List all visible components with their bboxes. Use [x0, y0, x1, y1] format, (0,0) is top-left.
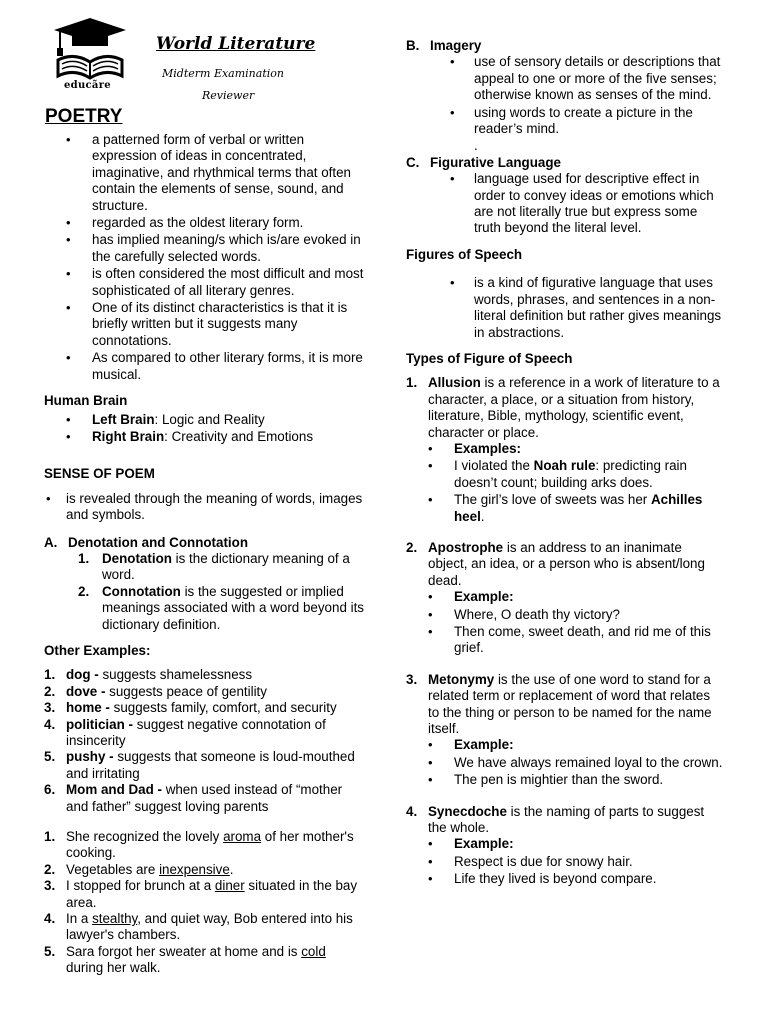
section-letter: A.	[44, 534, 58, 550]
stray-dot: .	[474, 138, 478, 154]
list-item: • One of its distinct characteristics is that it is briefly written but it suggests many connotations.	[44, 300, 366, 349]
list-item: • Then come, sweet death, and rid me of this grief.	[406, 624, 724, 657]
list-item	[44, 878, 366, 911]
term: dog -	[66, 667, 99, 683]
sentence-text: during her walk.	[66, 960, 161, 976]
definition: is the suggested or implied meanings associated with a word beyond its dictionary definition.	[102, 583, 365, 632]
item-number: 3.	[406, 671, 418, 687]
list-item	[44, 700, 366, 716]
list-item	[44, 862, 366, 878]
list-item	[44, 684, 366, 700]
example-text: The girl’s love of sweets was her	[454, 492, 651, 508]
item-number: 6.	[44, 782, 56, 798]
item-number: 2.	[44, 861, 56, 877]
section-letter: B.	[406, 38, 420, 53]
right-brain-text: : Creativity and Emotions	[164, 428, 314, 444]
sentence-text: .	[229, 861, 234, 877]
definition: is an address to an inanimate object, an idea, or a person who is absent/long dead.	[428, 539, 705, 588]
list-item: • a patterned form of verbal or written expression of ideas in concentrated, imaginative, and rhythmical terms that often contain the elements of sense, sound, and structure.	[44, 132, 366, 214]
list-item	[44, 412, 366, 428]
list-item	[406, 441, 724, 457]
list-item	[406, 492, 724, 525]
section-title: Figurative Language	[430, 154, 561, 170]
imagery-heading	[406, 38, 724, 54]
section-title: Imagery	[430, 38, 482, 53]
allusion-examples	[406, 441, 724, 525]
term: Synecdoche	[428, 803, 507, 819]
example-bold: Noah rule	[533, 458, 596, 474]
list-item: • using words to create a picture in the reader’s mind.	[406, 105, 724, 138]
list-item: • regarded as the oldest literary form.	[44, 215, 366, 231]
synecdoche-examples	[406, 836, 724, 887]
left-column	[44, 0, 366, 977]
list-item	[44, 429, 366, 445]
definition: suggests family, comfort, and security	[109, 700, 337, 716]
types-list	[406, 375, 724, 525]
list-item	[44, 749, 366, 782]
list-item	[406, 737, 724, 753]
item-number: 3.	[44, 878, 56, 894]
denotation-list	[44, 551, 366, 633]
poetry-heading: POETRY	[45, 106, 123, 127]
header	[44, 0, 366, 106]
item-number: 4.	[44, 911, 56, 927]
sentence-text: She recognized the lovely	[66, 829, 224, 845]
right-column	[406, 38, 724, 889]
example-text: I violated the	[454, 458, 534, 474]
sentence-text: I stopped for brunch at a	[66, 878, 215, 894]
examples-label: Examples:	[454, 440, 521, 456]
left-brain-label: Left Brain	[92, 411, 155, 427]
sentence-text: situated in the bay area.	[66, 878, 358, 910]
item-number: 1.	[78, 550, 90, 566]
underlined-word: stealthy	[92, 911, 138, 927]
sentence-text: of her mother's cooking.	[66, 829, 354, 861]
item-number: 1.	[406, 375, 418, 391]
document-subtitle-reviewer: Reviewer	[202, 89, 255, 102]
imagery-bullets	[406, 54, 724, 137]
figures-bullets	[406, 275, 724, 341]
list-item: • is a kind of figurative language that uses words, phrases, and sentences in a non-literal definition but rather gives meanings in abstractions.	[406, 275, 724, 341]
right-brain-label: Right Brain	[92, 428, 165, 444]
underlined-word: cold	[301, 943, 326, 959]
types-list-metonymy	[406, 672, 724, 789]
term: Metonymy	[428, 671, 495, 687]
list-item	[44, 829, 366, 862]
apostrophe-examples	[406, 589, 724, 657]
list-item-allusion	[406, 375, 724, 525]
list-item-metonymy	[406, 672, 724, 789]
sentence-text: In a	[66, 911, 93, 927]
definition: is the dictionary meaning of a word.	[102, 550, 350, 583]
list-item: • Life they lived is beyond compare.	[406, 871, 724, 887]
poetry-bullets	[44, 132, 366, 383]
sentence-text: Sara forgot her sweater at home and is	[66, 943, 302, 959]
example-label: Example:	[454, 836, 514, 852]
types-list-synecdoche	[406, 804, 724, 888]
list-item	[44, 667, 366, 683]
underlined-word: inexpensive	[159, 861, 230, 877]
list-item: • is revealed through the meaning of words, images and symbols.	[44, 491, 366, 524]
other-examples-list	[44, 667, 366, 815]
left-brain-text: : Logic and Reality	[154, 411, 265, 427]
figurative-heading	[406, 155, 724, 171]
section-letter: C.	[406, 154, 420, 170]
list-item: • language used for descriptive effect in order to convey ideas or emotions which are not literally true but express some truth beyond the literal level.	[406, 171, 724, 237]
figurative-bullets	[406, 171, 724, 237]
denotation-connotation-heading	[44, 535, 366, 551]
item-number: 5.	[44, 749, 56, 765]
list-item: • Where, O death thy victory?	[406, 607, 724, 623]
sentence-text: Vegetables are	[66, 861, 160, 877]
section-title: Denotation and Connotation	[68, 534, 249, 550]
example-bold: Achilles heel	[454, 492, 703, 524]
list-item: • Respect is due for snowy hair.	[406, 854, 724, 870]
list-item: • The pen is mightier than the sword.	[406, 772, 724, 788]
term: Mom and Dad -	[66, 782, 162, 798]
example-label: Example:	[454, 737, 514, 753]
list-item	[406, 836, 724, 852]
list-item: • has implied meaning/s which is/are evoked in the carefully selected words.	[44, 232, 366, 265]
list-item: • is often considered the most difficult and most sophisticated of all literary genres.	[44, 266, 366, 299]
brain-list	[44, 412, 366, 446]
definition: suggests shamelessness	[98, 667, 253, 683]
list-item: • As compared to other literary forms, it is more musical.	[44, 350, 366, 383]
list-item	[44, 782, 366, 815]
term: home -	[66, 700, 110, 716]
item-number: 5.	[44, 943, 56, 959]
types-heading: Types of Figure of Speech	[406, 350, 573, 366]
sentence-examples-list	[44, 829, 366, 977]
figures-of-speech-heading: Figures of Speech	[406, 246, 523, 262]
item-number: 2.	[44, 683, 56, 699]
definition: suggests peace of gentility	[105, 683, 267, 699]
term: pushy -	[66, 749, 114, 765]
list-item	[406, 458, 724, 491]
definition: suggest negative connotation of insincerity	[66, 716, 326, 748]
definition: is the naming of parts to suggest the whole.	[428, 803, 705, 836]
document-subtitle: Midterm Examination	[162, 67, 284, 80]
types-list-apostrophe	[406, 540, 724, 657]
sense-of-poem-heading: SENSE OF POEM	[44, 466, 155, 482]
list-item	[44, 944, 366, 977]
term: Connotation	[102, 583, 181, 599]
sentence-text: , and quiet way, Bob entered into his lawyer's chambers.	[66, 911, 353, 943]
term: Apostrophe	[428, 539, 504, 555]
item-number: 1.	[44, 829, 56, 845]
item-number: 4.	[406, 803, 418, 819]
list-item-synecdoche	[406, 804, 724, 888]
list-item: • use of sensory details or descriptions that appeal to one or more of the five senses; otherwise known as senses of the mind.	[406, 54, 724, 103]
list-item	[44, 911, 366, 944]
definition: is the use of one word to stand for a related term or replacement of word that relates to the thing or person to be named for the name itself.	[428, 671, 712, 737]
list-item	[406, 589, 724, 605]
other-examples-heading: Other Examples:	[44, 642, 151, 658]
term: Allusion	[428, 375, 481, 391]
definition: is a reference in a work of literature to a character, a place, or a situation from history, literature, Bible, mythology, scientific event, character or place.	[428, 375, 720, 440]
list-item: • We have always remained loyal to the crown.	[406, 755, 724, 771]
item-number: 1.	[44, 667, 56, 683]
example-text: .	[480, 508, 485, 524]
sense-bullets	[44, 491, 366, 524]
term: dove -	[66, 683, 106, 699]
item-number: 3.	[44, 700, 56, 716]
item-number: 2.	[406, 539, 418, 555]
underlined-word: diner	[214, 878, 245, 894]
item-number: 4.	[44, 716, 56, 732]
underlined-word: aroma	[223, 829, 262, 845]
human-brain-heading: Human Brain	[44, 393, 128, 409]
logo-text: educãre	[64, 80, 111, 91]
list-item	[44, 717, 366, 750]
term: Denotation	[102, 550, 172, 566]
list-item-apostrophe	[406, 540, 724, 657]
example-text: : predicting rain doesn’t count; building arks does.	[454, 458, 687, 490]
metonymy-examples	[406, 737, 724, 788]
example-label: Example:	[454, 589, 514, 605]
item-number: 2.	[78, 583, 90, 599]
definition: when used instead of “mother and father” suggest loving parents	[66, 782, 343, 814]
list-item	[44, 551, 366, 584]
list-item	[44, 584, 366, 633]
definition: suggests that someone is loud-mouthed and irritating	[66, 749, 355, 781]
document-title: World Literature	[156, 34, 316, 54]
term: politician -	[66, 716, 133, 732]
